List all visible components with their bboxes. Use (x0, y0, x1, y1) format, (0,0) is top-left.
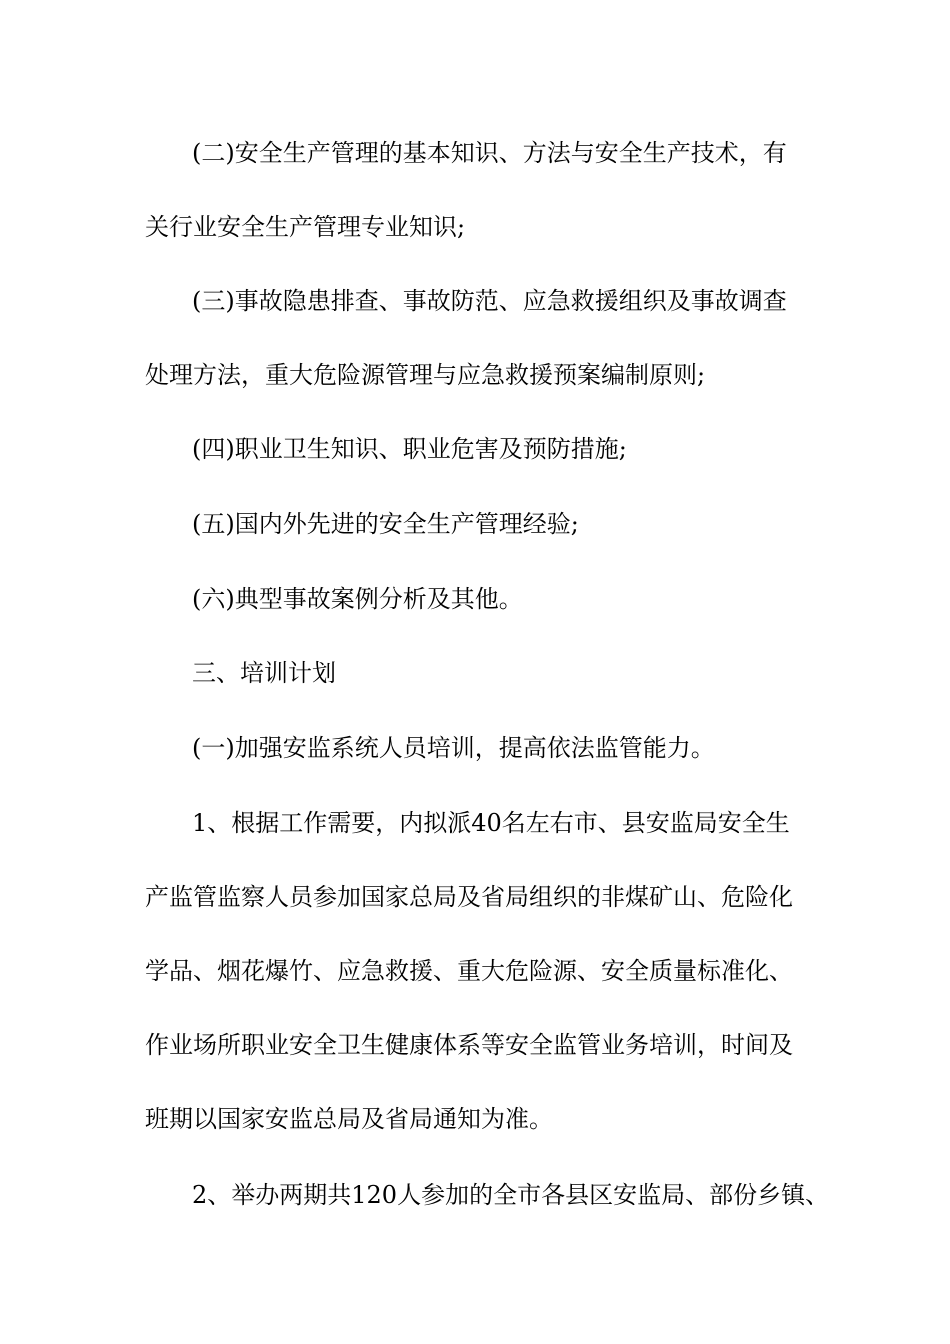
paragraph-line: 学品、烟花爆竹、应急救援、重大危险源、安全质量标准化、 (145, 957, 793, 985)
paragraph-line: 班期以国家安监总局及省局通知为准。 (145, 1105, 553, 1133)
paragraph-line: (二)安全生产管理的基本知识、方法与安全生产技术，有 (192, 139, 787, 167)
paragraph-line: 产监管监察人员参加国家总局及省局组织的非煤矿山、危险化 (145, 883, 793, 911)
paragraph-line: 2、举办两期共120人参加的全市各县区安监局、部份乡镇、 (192, 1181, 830, 1209)
paragraph-line: (六)典型事故案例分析及其他。 (192, 585, 523, 613)
section-heading: 三、培训计划 (192, 659, 336, 687)
paragraph-line: 关行业安全生产管理专业知识; (145, 213, 466, 241)
paragraph-line: 作业场所职业安全卫生健康体系等安全监管业务培训，时间及 (145, 1031, 793, 1059)
paragraph-line: 1、根据工作需要，内拟派40名左右市、县安监局安全生 (192, 809, 790, 837)
paragraph-line: (五)国内外先进的安全生产管理经验; (192, 510, 579, 538)
paragraph-line: (四)职业卫生知识、职业危害及预防措施; (192, 435, 627, 463)
paragraph-line: 处理方法，重大危险源管理与应急救援预案编制原则; (145, 361, 706, 389)
subsection-heading: (一)加强安监系统人员培训，提高依法监管能力。 (192, 734, 715, 762)
paragraph-line: (三)事故隐患排查、事故防范、应急救援组织及事故调查 (192, 287, 787, 315)
